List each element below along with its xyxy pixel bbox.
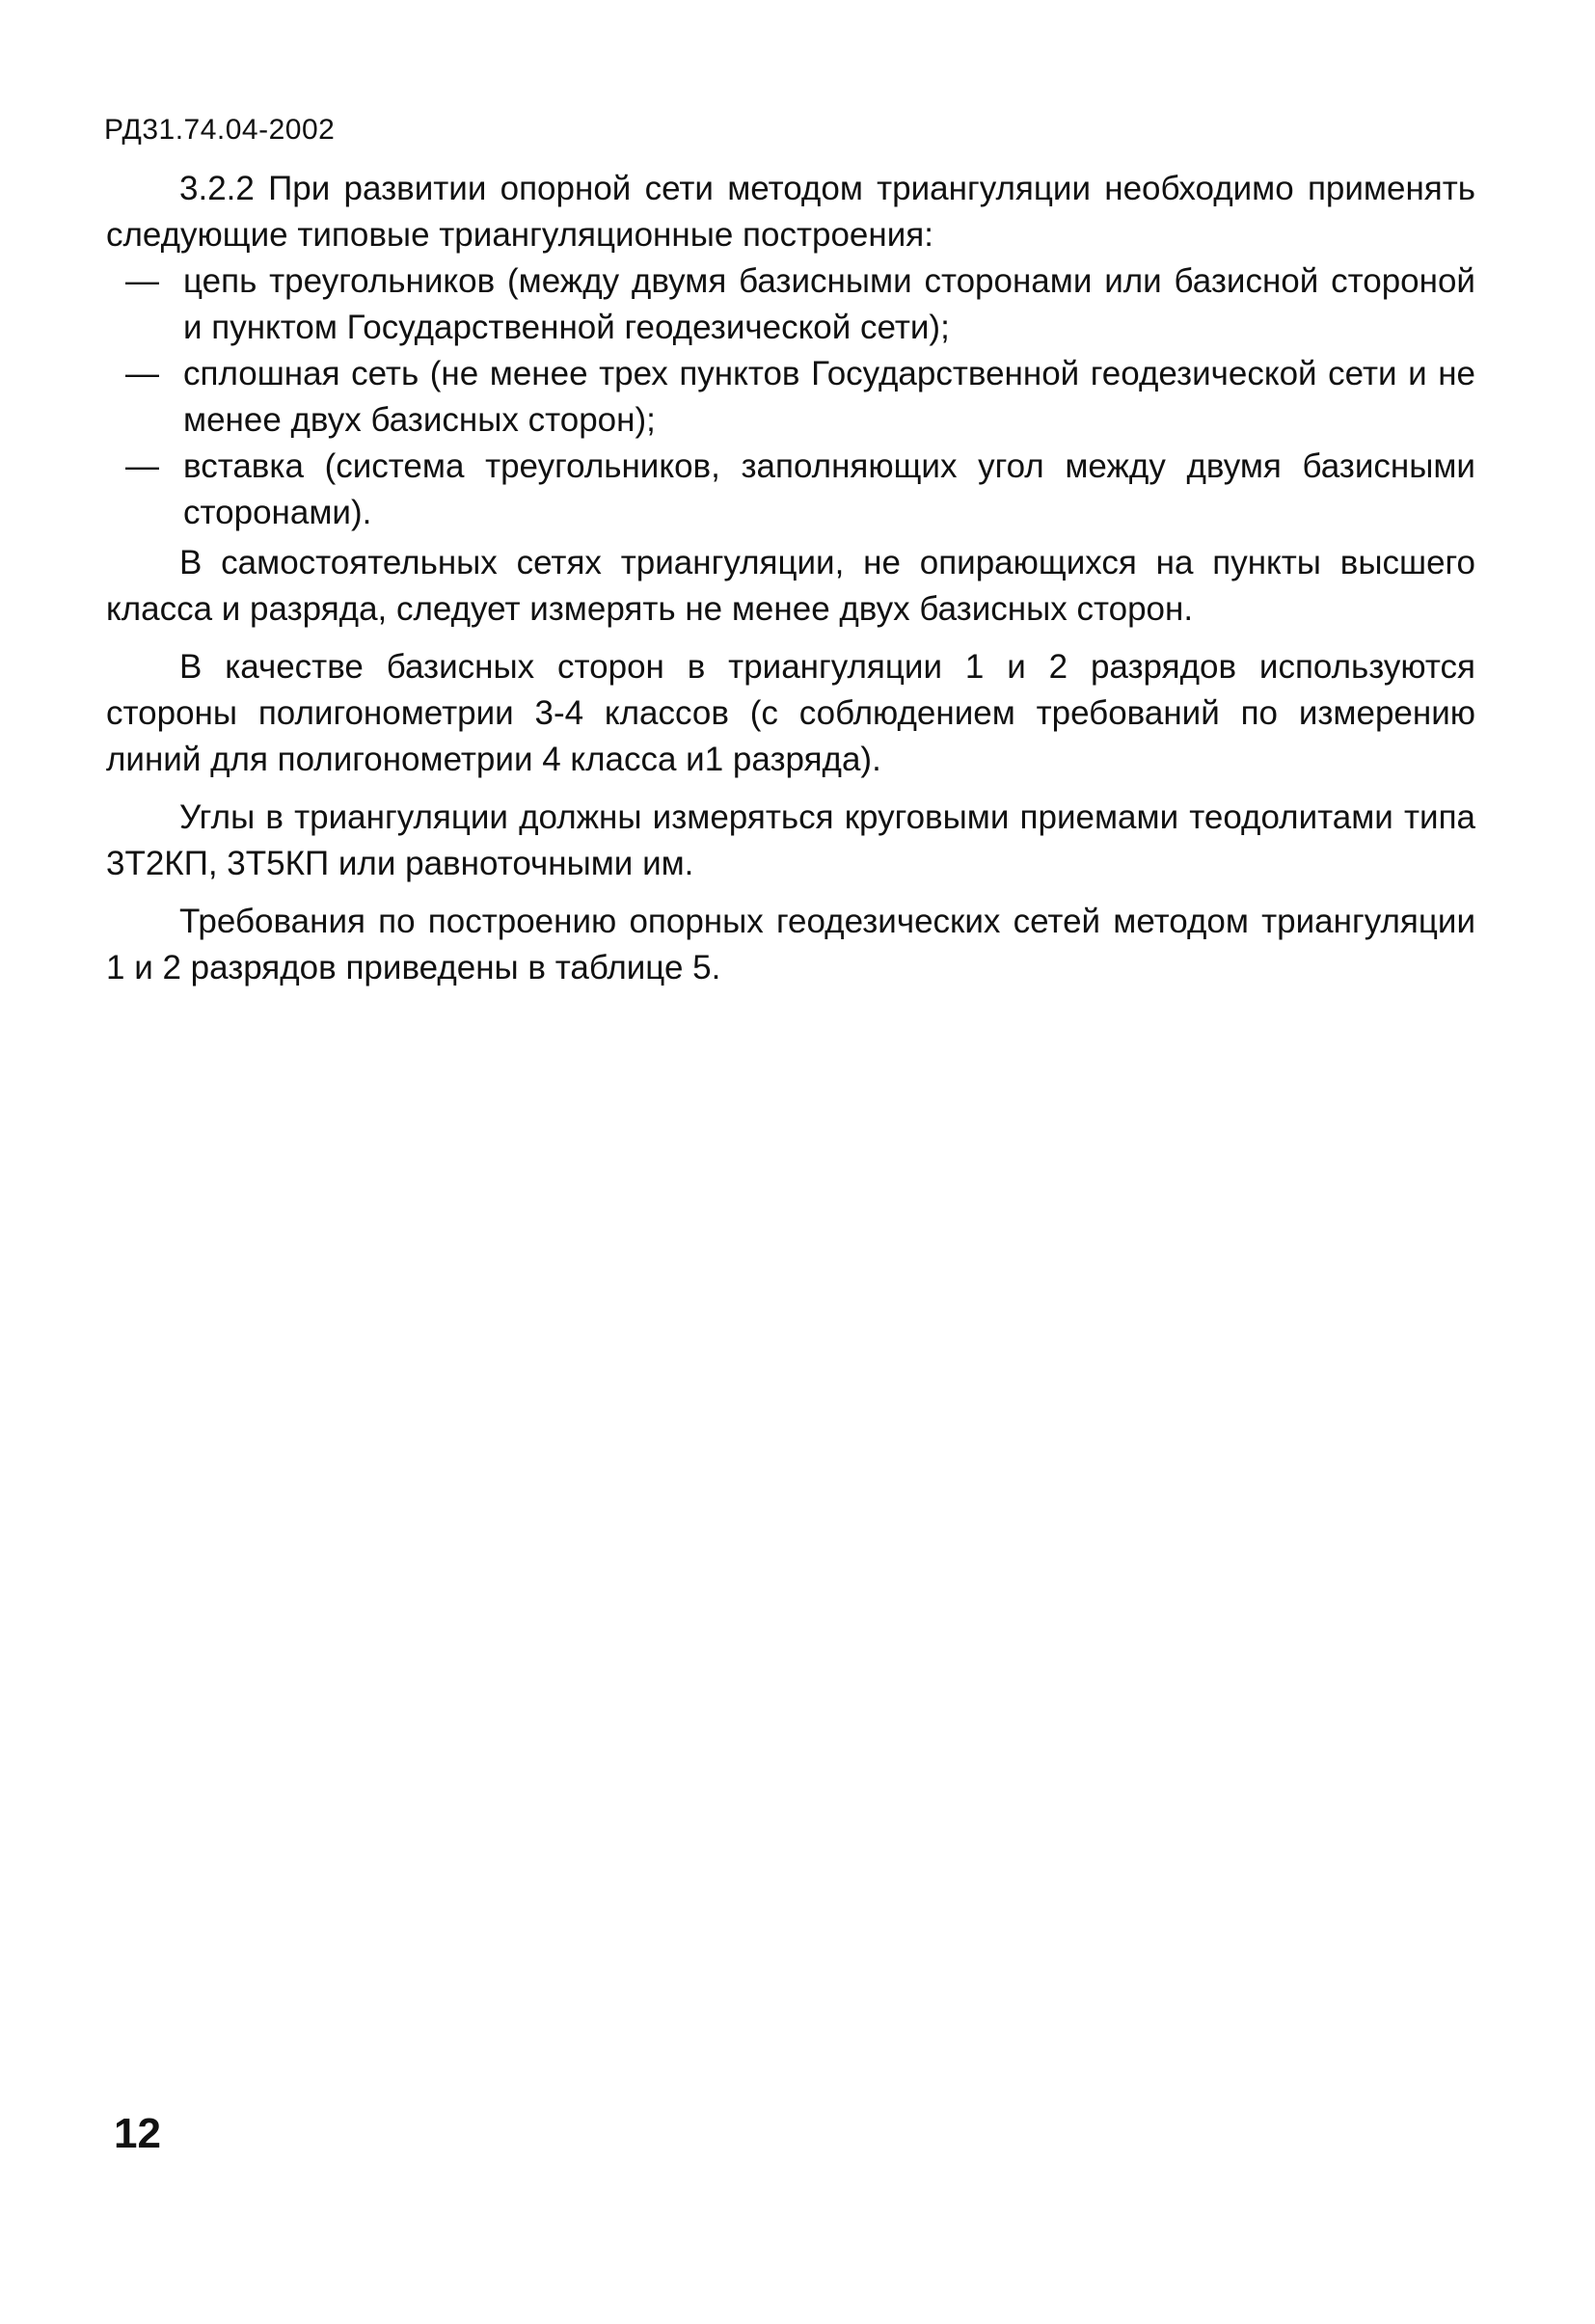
- paragraph-angle-measurement: Углы в триангуляции должны измеряться круговыми приемами теодолитами типа 3Т2КП, 3Т5КП или равноточными им.: [106, 798, 1475, 882]
- intro-paragraph: 3.2.2 При развитии опорной сети методом триангуляции необходимо применять следующие типовые триангуляционные построения:: [106, 170, 1475, 254]
- document-code: РД31.74.04-2002: [104, 114, 336, 146]
- paragraph-independent-networks: В самостоятельных сетях триангуляции, не опирающихся на пункты высшего класса и разряда, следует измерять не менее двух базисных сторон.: [106, 544, 1475, 628]
- page-content: [106, 166, 1475, 991]
- list-item-text: сплошная сеть (не менее трех пунктов Государственной геодезической сети и не менее двух базисных сторон);: [183, 355, 1475, 439]
- list-item: [106, 351, 1475, 444]
- list-item: [106, 444, 1475, 536]
- construction-types-list: [106, 258, 1475, 536]
- list-item-text: вставка (система треугольников, заполняющих угол между двумя базисными сторонами).: [183, 447, 1475, 531]
- list-dash: —: [125, 262, 159, 300]
- page-number: 12: [114, 2110, 161, 2157]
- list-dash: —: [125, 447, 159, 485]
- paragraph-table-reference: Требования по построению опорных геодезических сетей методом триангуляции 1 и 2 разрядов приведены в таблице 5.: [106, 903, 1475, 986]
- list-item-text: цепь треугольников (между двумя базисными сторонами или базисной стороной и пунктом Государственной геодезической сети);: [183, 262, 1475, 346]
- list-item: [106, 258, 1475, 351]
- list-dash: —: [125, 355, 159, 392]
- paragraph-base-sides: В качестве базисных сторон в триангуляции 1 и 2 разрядов используются стороны полигонометрии 3-4 классов (с соблюдением требований по измерению линий для полигонометрии 4 класса и1 разряда).: [106, 648, 1475, 778]
